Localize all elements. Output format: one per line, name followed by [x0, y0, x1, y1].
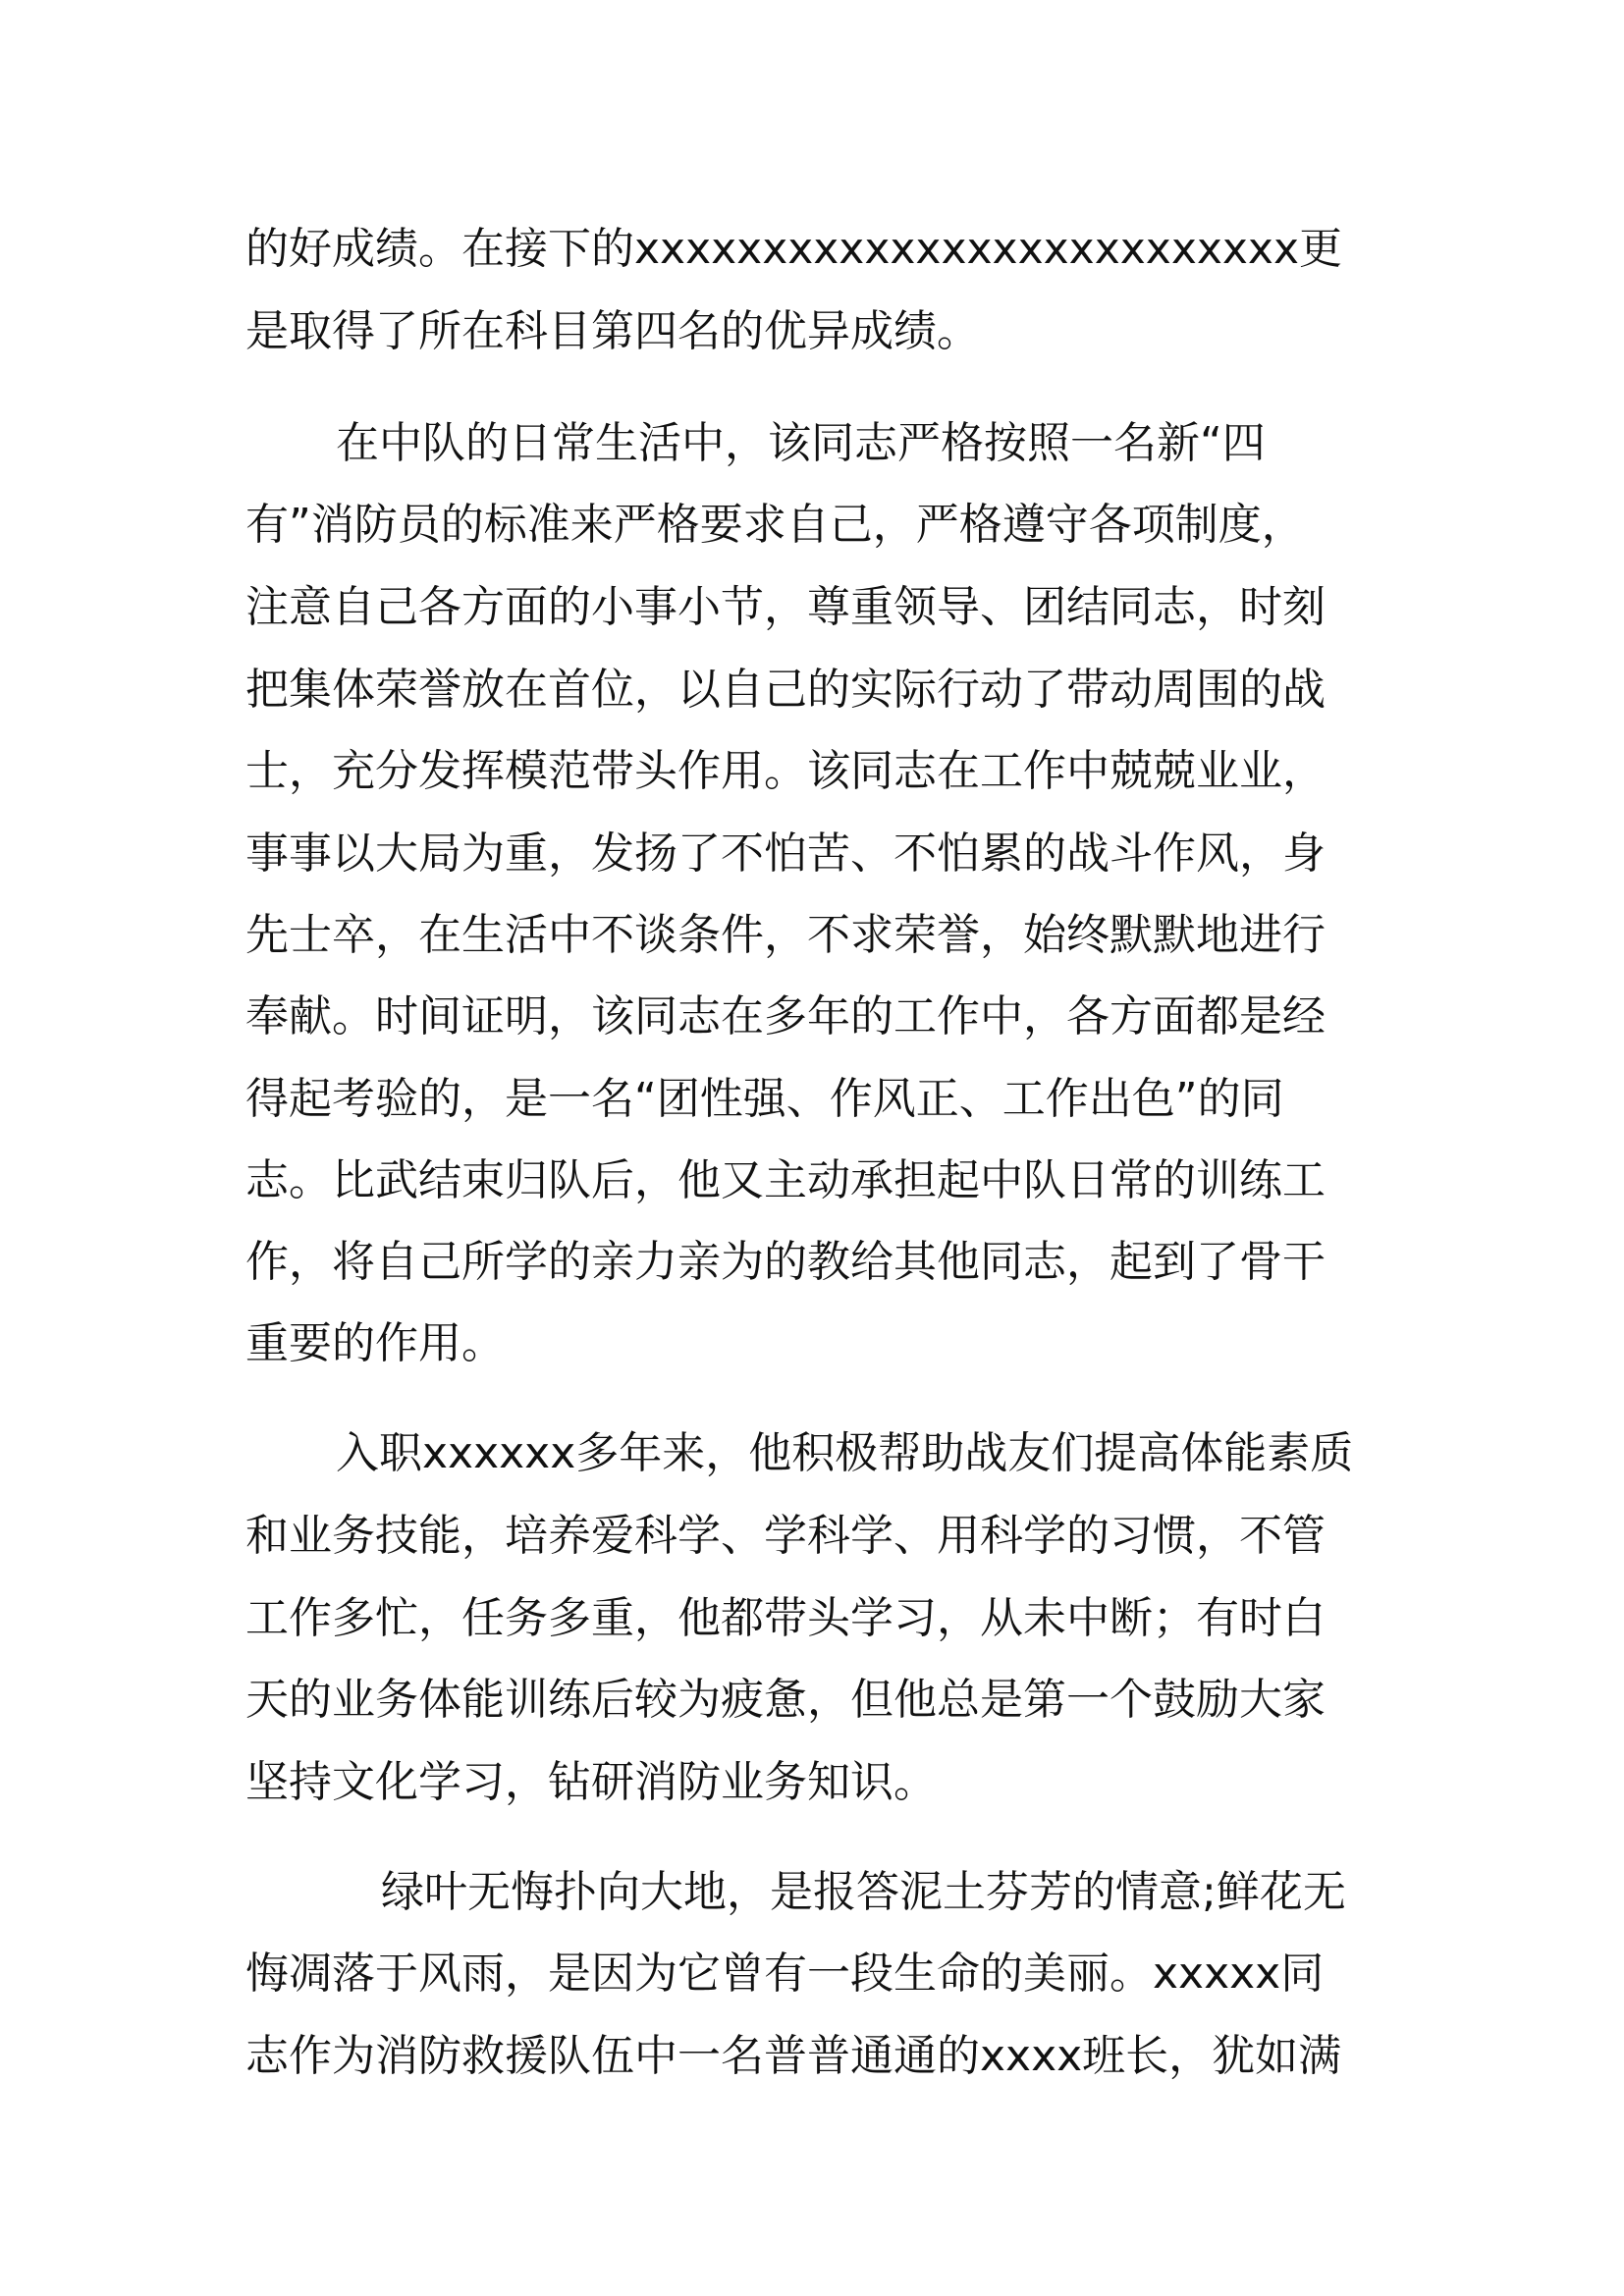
text-line: 事事以大局为重，发扬了不怕苦、不怕累的战斗作风，身	[245, 828, 1326, 879]
paragraph-first-line: 绿叶无悔扑向大地，是报答泥土芬芳的情意;鲜花无	[381, 1867, 1346, 1917]
text-line: 坚持文化学习，钻研消防业务知识。	[245, 1757, 937, 1807]
text-line: 的好成绩。在接下的xxxxxxxxxxxxxxxxxxxxxxxxxx更	[245, 224, 1343, 274]
text-line: 先士卒，在生活中不谈条件，不求荣誉，始终默默地进行	[245, 910, 1326, 960]
paragraph-first-line: 入职xxxxxx多年来，他积极帮助战友们提高体能素质	[336, 1428, 1354, 1478]
text-line: 志。比武结束归队后，他又主动承担起中队日常的训练工	[245, 1155, 1326, 1205]
text-line: 有”消防员的标准来严格要求自己，严格遵守各项制度，	[245, 500, 1305, 550]
text-line: 天的业务体能训练后较为疲惫，但他总是第一个鼓励大家	[245, 1675, 1326, 1725]
text-line: 作，将自己所学的亲力亲为的教给其他同志，起到了骨干	[245, 1237, 1326, 1287]
text-line: 和业务技能，培养爱科学、学科学、用科学的习惯，不管	[245, 1511, 1326, 1561]
text-line: 得起考验的，是一名“团性强、作风正、工作出色”的同	[245, 1074, 1284, 1124]
text-line: 奉献。时间证明，该同志在多年的工作中，各方面都是经	[245, 991, 1326, 1041]
text-line: 注意自己各方面的小事小节，尊重领导、团结同志，时刻	[245, 582, 1326, 632]
text-line: 工作多忙，任务多重，他都带头学习，从未中断；有时白	[245, 1593, 1326, 1643]
paragraph-first-line: 在中队的日常生活中，该同志严格按照一名新“四	[336, 418, 1266, 468]
text-line: 悔凋落于风雨，是因为它曾有一段生命的美丽。xxxxx同	[245, 1949, 1325, 1999]
text-line: 把集体荣誉放在首位，以自己的实际行动了带动周围的战	[245, 665, 1326, 715]
text-line: 志作为消防救援队伍中一名普普通通的xxxx班长，犹如满	[245, 2031, 1342, 2081]
text-line: 士，充分发挥模范带头作用。该同志在工作中兢兢业业，	[245, 746, 1326, 796]
text-line: 重要的作用。	[245, 1318, 505, 1368]
text-line: 是取得了所在科目第四名的优异成绩。	[245, 306, 980, 356]
